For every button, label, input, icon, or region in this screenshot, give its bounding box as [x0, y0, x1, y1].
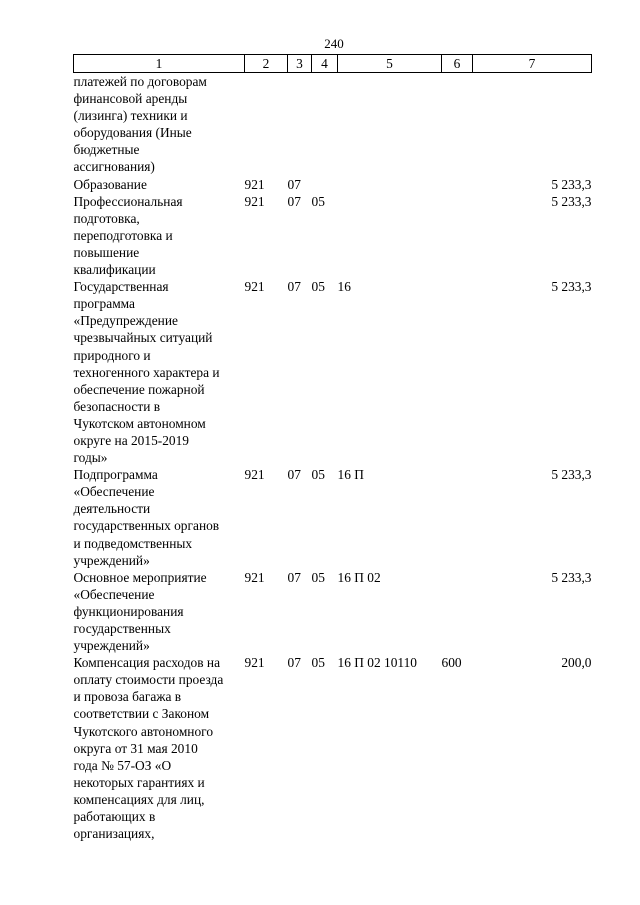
table-row — [74, 193, 592, 278]
item-name-cell — [74, 466, 245, 569]
item-name-line: безопасности в — [73, 398, 161, 414]
section-cell: 07 — [287, 279, 301, 295]
table-row — [74, 278, 592, 466]
target-article-cell: 16 — [337, 279, 351, 295]
grbs-cell: 921 — [244, 193, 265, 209]
target-article-cell — [338, 193, 442, 278]
amount-cell: 5 233,3 — [551, 176, 592, 192]
table-row — [74, 73, 592, 176]
grbs-cell: 921 — [244, 279, 265, 295]
item-name-line: организациях, — [73, 826, 155, 842]
section-cell: 07 — [287, 467, 301, 483]
table-row — [74, 654, 592, 842]
grbs-cell: 921 — [244, 569, 265, 585]
target-article-cell: 16 П 02 10110 — [337, 655, 417, 671]
item-name-line: обеспечение пожарной — [73, 381, 205, 397]
item-name-line: Профессиональная — [73, 193, 183, 209]
header-col-7: 7 — [473, 55, 592, 73]
table-row — [74, 466, 592, 569]
item-name-cell — [74, 176, 245, 193]
item-name-line: Чукотском автономном — [73, 415, 206, 431]
expense-type-cell — [442, 466, 473, 569]
item-name-line: оплату стоимости проезда — [73, 672, 224, 688]
item-name-line: финансовой аренды — [73, 91, 188, 107]
subsection-cell: 05 — [311, 193, 325, 209]
section-cell: 07 — [287, 569, 301, 585]
section-cell: 07 — [287, 655, 301, 671]
item-name-line: (лизинга) техники и — [73, 108, 188, 124]
subsection-cell — [312, 176, 338, 193]
header-col-6: 6 — [442, 55, 473, 73]
expense-type-cell: 600 — [441, 655, 462, 671]
item-name-line: переподготовка и — [73, 227, 173, 243]
header-row — [74, 55, 592, 73]
item-name-line: подготовка, — [73, 210, 140, 226]
item-name-cell — [74, 569, 245, 654]
item-name-line: «Обеспечение — [73, 484, 155, 500]
grbs-cell: 921 — [244, 467, 265, 483]
amount-cell: 5 233,3 — [551, 193, 592, 209]
item-name-line: программа — [73, 296, 135, 312]
item-name-line: года № 57-ОЗ «О — [73, 757, 172, 773]
header-col-2: 2 — [245, 55, 288, 73]
item-name-line: квалификации — [73, 262, 156, 278]
item-name-line: ассигнования) — [73, 159, 155, 175]
table-row — [74, 176, 592, 193]
item-name-line: Подпрограмма — [73, 467, 158, 483]
item-name-line: Чукотского автономного — [73, 723, 214, 739]
item-name-line: и подведомственных — [73, 535, 193, 551]
page-number: 240 — [324, 36, 344, 51]
header-col-5: 5 — [338, 55, 442, 73]
item-name-cell — [74, 193, 245, 278]
item-name-line: некоторых гарантиях и — [73, 774, 205, 790]
expense-type-cell — [442, 73, 473, 176]
item-name-line: годы» — [73, 450, 108, 466]
section-cell: 07 — [287, 193, 301, 209]
item-name-line: Образование — [73, 176, 147, 192]
item-name-line: природного и — [73, 347, 151, 363]
item-name-line: учреждений» — [73, 638, 150, 654]
item-name-line: округе на 2015-2019 — [73, 432, 190, 448]
expense-type-cell — [442, 193, 473, 278]
item-name-line: округа от 31 мая 2010 — [73, 740, 198, 756]
amount-cell: 5 233,3 — [551, 279, 592, 295]
expense-type-cell — [442, 278, 473, 466]
item-name-line: «Предупреждение — [73, 313, 178, 329]
item-name-line: «Обеспечение — [73, 586, 155, 602]
budget-table — [73, 54, 592, 842]
grbs-cell: 921 — [244, 176, 265, 192]
item-name-line: Основное мероприятие — [73, 569, 207, 585]
header-col-4: 4 — [312, 55, 338, 73]
item-name-line: работающих в — [73, 809, 156, 825]
item-name-line: оборудования (Иные — [73, 125, 192, 141]
item-name-line: учреждений» — [73, 552, 150, 568]
target-article-cell: 16 П 02 — [337, 569, 381, 585]
amount-cell: 200,0 — [561, 655, 592, 671]
expense-type-cell — [442, 176, 473, 193]
amount-cell: 5 233,3 — [551, 467, 592, 483]
item-name-line: компенсациях для лиц, — [73, 791, 205, 807]
item-name-line: Государственная — [73, 279, 169, 295]
item-name-line: государственных органов — [73, 518, 220, 534]
item-name-line: повышение — [73, 244, 140, 260]
section-cell — [288, 73, 312, 176]
grbs-cell — [245, 73, 288, 176]
subsection-cell: 05 — [311, 569, 325, 585]
amount-cell: 5 233,3 — [551, 569, 592, 585]
table-header — [74, 55, 592, 73]
target-article-cell: 16 П — [337, 467, 364, 483]
amount-cell — [473, 73, 592, 176]
item-name-cell — [74, 73, 245, 176]
header-col-3: 3 — [288, 55, 312, 73]
section-cell: 07 — [287, 176, 301, 192]
subsection-cell: 05 — [311, 467, 325, 483]
item-name-cell — [74, 278, 245, 466]
subsection-cell — [312, 73, 338, 176]
item-name-line: бюджетные — [73, 142, 140, 158]
expense-type-cell — [442, 569, 473, 654]
item-name-line: платежей по договорам — [73, 74, 207, 89]
item-name-line: техногенного характера и — [73, 364, 220, 380]
item-name-line: и провоза багажа в — [73, 689, 182, 705]
item-name-line: чрезвычайных ситуаций — [73, 330, 213, 346]
item-name-cell — [74, 654, 245, 842]
item-name-line: деятельности — [73, 501, 151, 517]
item-name-line: государственных — [73, 621, 171, 636]
header-col-1: 1 — [74, 55, 245, 73]
item-name-line: соответствии с Законом — [73, 706, 210, 722]
grbs-cell: 921 — [244, 655, 265, 671]
item-name-line: Компенсация расходов на — [73, 655, 221, 671]
subsection-cell: 05 — [311, 655, 325, 671]
table-body — [74, 73, 592, 843]
target-article-cell — [338, 73, 442, 176]
target-article-cell — [338, 176, 442, 193]
subsection-cell: 05 — [311, 279, 325, 295]
table-row — [74, 569, 592, 654]
item-name-line: функционирования — [73, 603, 184, 619]
